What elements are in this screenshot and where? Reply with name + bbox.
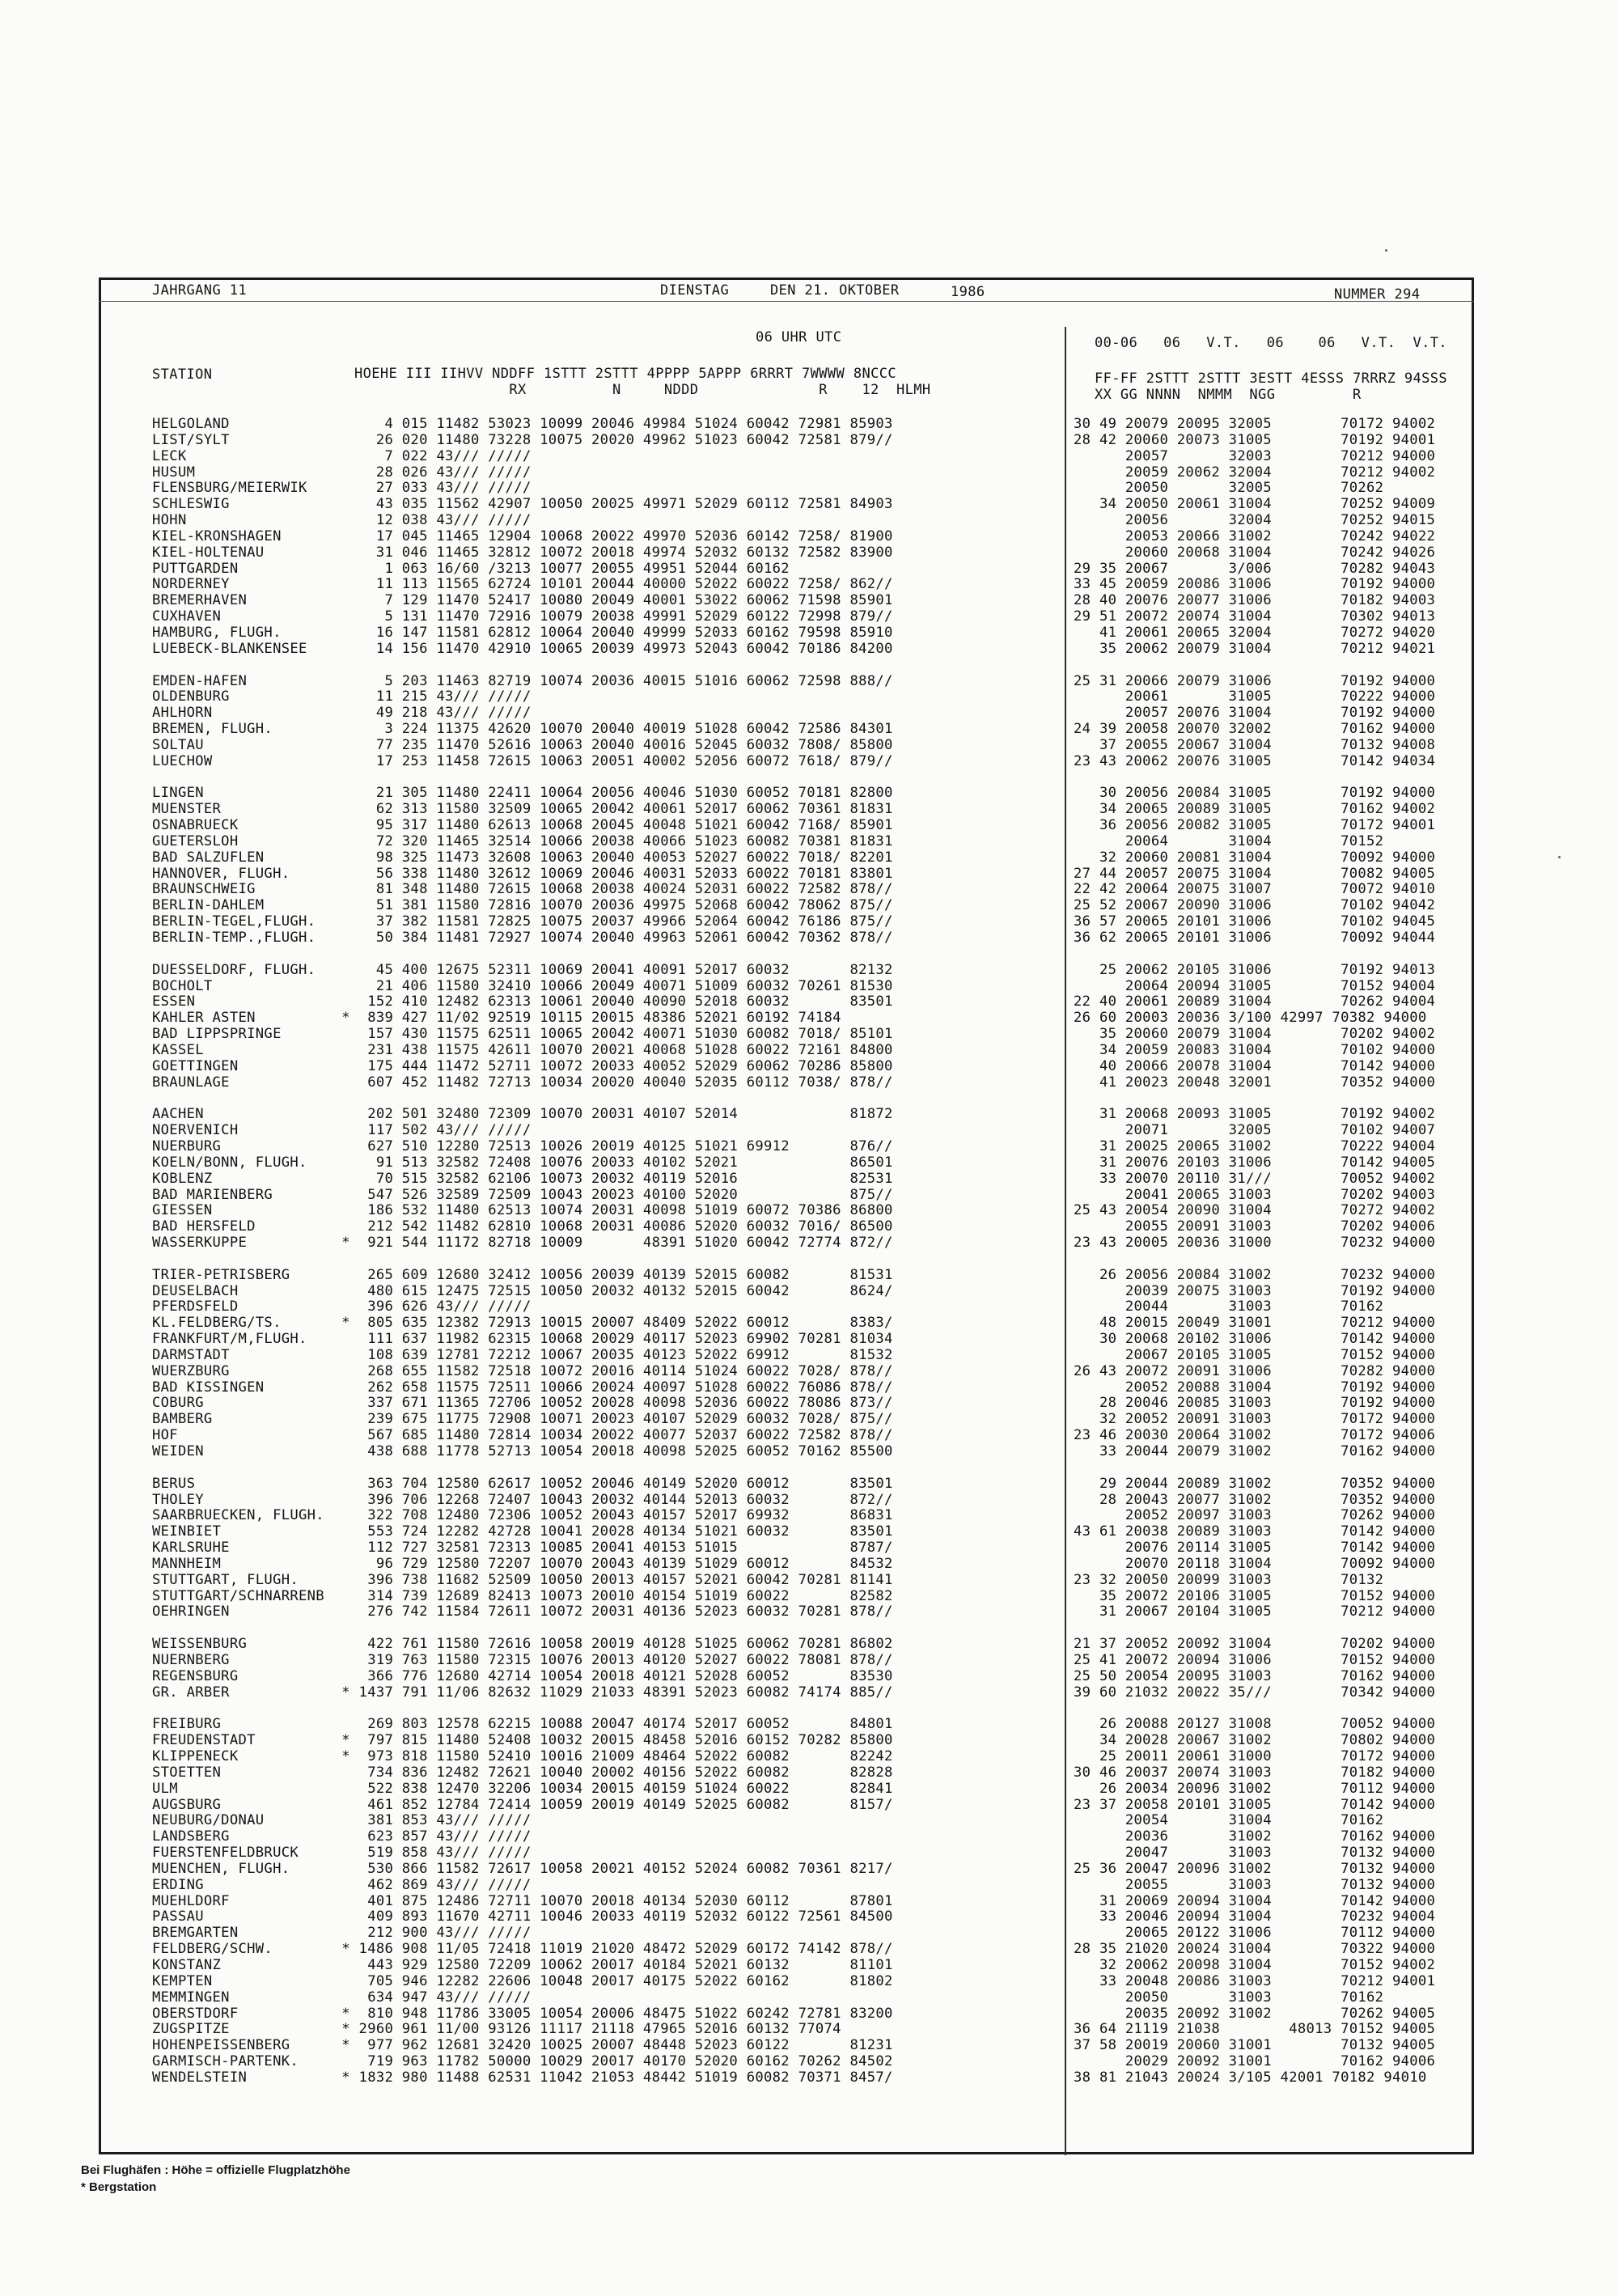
station-row: NEUBURG/DONAU 381 853 43/// ///// — [152, 1812, 532, 1829]
station-row: LUECHOW 17 253 11458 72615 10063 20051 40002 52056 60072 7618/ 879// — [152, 752, 893, 769]
extended-row: 20035 20092 31002 70262 94005 — [1074, 2005, 1436, 2022]
extended-row: 36 64 21119 21038 48013 70152 94005 — [1074, 2021, 1436, 2038]
extended-row: 37 58 20019 20060 31001 70132 94005 — [1074, 2037, 1436, 2054]
extended-row: 20055 31003 70132 94000 — [1074, 1876, 1436, 1893]
extended-row: 23 32 20050 20099 31003 70132 — [1074, 1571, 1384, 1588]
extended-row: 31 20076 20103 31006 70142 94005 — [1074, 1154, 1436, 1171]
extended-row: 29 51 20072 20074 31004 70302 94013 — [1074, 608, 1436, 625]
station-row: GR. ARBER * 1437 791 11/06 82632 11029 21033 48391 52023 60082 74174 885// — [152, 1684, 893, 1701]
extended-row: 20061 31005 70222 94000 — [1074, 688, 1436, 705]
station-row: WUERZBURG 268 655 11582 72518 10072 20016 40114 51024 60022 7028/ 878// — [152, 1362, 893, 1379]
station-row: SAARBRUECKEN, FLUGH. 322 708 12480 72306 10052 20043 40157 52017 69932 86831 — [152, 1507, 893, 1524]
extended-row: 31 20069 20094 31004 70142 94000 — [1074, 1892, 1436, 1909]
group-gap — [152, 1460, 893, 1476]
extended-row: 34 20065 20089 31005 70162 94002 — [1074, 801, 1436, 818]
extended-row: 31 20025 20065 31002 70222 94004 — [1074, 1137, 1436, 1154]
station-row: HOHENPEISSENBERG * 977 962 12681 32420 10025 20007 48448 52023 60122 81231 — [152, 2037, 893, 2054]
footnote-airports: Bei Flughäfen : Höhe = offizielle Flugplatzhöhe — [81, 2163, 350, 2177]
extended-row: 25 52 20067 20090 31006 70102 94042 — [1074, 897, 1436, 914]
extended-row: 31 20068 20093 31005 70192 94002 — [1074, 1106, 1436, 1123]
extended-row: 33 45 20059 20086 31006 70192 94000 — [1074, 576, 1436, 593]
station-row: GIESSEN 186 532 11480 62513 10074 20031 40098 51019 60072 70386 86800 — [152, 1202, 893, 1219]
extended-row: 26 20056 20084 31002 70232 94000 — [1074, 1266, 1436, 1283]
station-row: HUSUM 28 026 43/// ///// — [152, 464, 532, 481]
extended-row: 26 43 20072 20091 31006 70282 94000 — [1074, 1362, 1436, 1379]
extended-row: 26 60 20003 20036 3/100 42997 70382 94000 — [1074, 1010, 1427, 1027]
extended-row: 35 20060 20079 31004 70202 94002 — [1074, 1026, 1436, 1043]
extended-row: 20076 20114 31005 70142 94000 — [1074, 1540, 1436, 1557]
station-row: BOCHOLT 21 406 11580 32410 10066 20049 40071 51009 60032 70261 81530 — [152, 977, 893, 994]
extended-row: 35 20062 20079 31004 70212 94021 — [1074, 640, 1436, 657]
station-row: OEHRINGEN 276 742 11584 72611 10072 20031 40136 52023 60032 70281 878// — [152, 1603, 893, 1620]
station-row: NOERVENICH 117 502 43/// ///// — [152, 1122, 532, 1139]
station-row: GOETTINGEN 175 444 11472 52711 10072 20033 40052 52029 60062 70286 85800 — [152, 1057, 893, 1074]
extended-row: 34 20028 20067 31002 70802 94000 — [1074, 1732, 1436, 1749]
extended-row: 30 20068 20102 31006 70142 94000 — [1074, 1331, 1436, 1348]
scan-speck — [1558, 856, 1561, 858]
station-row: FRANKFURT/M,FLUGH. 111 637 11982 62315 10068 20029 40117 52023 69902 70281 81034 — [152, 1331, 893, 1348]
extended-row: 20057 20076 31004 70192 94000 — [1074, 705, 1436, 722]
extended-row: 36 57 20065 20101 31006 70102 94045 — [1074, 913, 1436, 930]
group-gap — [1074, 1091, 1435, 1107]
observation-time: 06 UHR UTC — [756, 329, 842, 345]
station-row: AUGSBURG 461 852 12784 72414 10059 20019 40149 52025 60082 8157/ — [152, 1796, 893, 1813]
extended-row: 23 46 20030 20064 31002 70172 94006 — [1074, 1427, 1436, 1444]
year-label: 1986 — [951, 284, 985, 300]
station-row: MANNHEIM 96 729 12580 72207 10070 20043 40139 51029 60012 84532 — [152, 1555, 893, 1572]
extended-row: 20050 32005 70262 — [1074, 480, 1384, 497]
extended-row: 28 42 20060 20073 31005 70192 94001 — [1074, 431, 1436, 448]
station-row: REGENSBURG 366 776 12680 42714 10054 20018 40121 52028 60052 83530 — [152, 1667, 893, 1684]
station-row: BREMEN, FLUGH. 3 224 11375 42620 10070 20040 40019 51028 60042 72586 84301 — [152, 721, 893, 738]
extended-row: 26 20088 20127 31008 70052 94000 — [1074, 1716, 1436, 1733]
station-row: THOLEY 396 706 12268 72407 10043 20032 40144 52013 60032 872// — [152, 1491, 893, 1508]
station-row: PUTTGARDEN 1 063 16/60 /3213 10077 20055 49951 52044 60162 — [152, 560, 790, 577]
station-row: BAD SALZUFLEN 98 325 11473 32608 10063 20040 40053 52027 60022 7018/ 82201 — [152, 849, 893, 866]
extended-row: 29 20044 20089 31002 70352 94000 — [1074, 1475, 1436, 1492]
extended-row: 28 20043 20077 31002 70352 94000 — [1074, 1491, 1436, 1508]
station-row: LECK 7 022 43/// ///// — [152, 447, 532, 464]
station-row: FREIBURG 269 803 12578 62215 10088 20047 40174 52017 60052 84801 — [152, 1716, 893, 1733]
extended-row: 37 20055 20067 31004 70132 94008 — [1074, 736, 1436, 753]
right-code-subheader: XX GG NNNN NMMM NGG R — [1095, 387, 1362, 403]
extended-row: 34 20050 20061 31004 70252 94009 — [1074, 496, 1436, 513]
station-row: BRAUNLAGE 607 452 11482 72713 10034 20020 40040 52035 60112 7038/ 878// — [152, 1074, 893, 1091]
station-row: BREMGARTEN 212 900 43/// ///// — [152, 1925, 532, 1942]
station-row: OBERSTDORF * 810 948 11786 33005 10054 20006 48475 51022 60242 72781 83200 — [152, 2005, 893, 2022]
station-row: CUXHAVEN 5 131 11470 72916 10079 20038 49991 52029 60122 72998 879// — [152, 608, 893, 625]
group-gap — [1074, 1252, 1435, 1268]
extended-row: 20044 31003 70162 — [1074, 1298, 1384, 1315]
extended-row: 20052 20088 31004 70192 94000 — [1074, 1379, 1436, 1396]
station-row: HAMBURG, FLUGH. 16 147 11581 62812 10064 20040 49999 52033 60162 79598 85910 — [152, 624, 893, 641]
station-row: FREUDENSTADT * 797 815 11480 52408 10032 20015 48458 52016 60152 70282 85800 — [152, 1732, 893, 1749]
extended-row: 33 20048 20086 31003 70212 94001 — [1074, 1972, 1436, 1989]
station-row: BRAUNSCHWEIG 81 348 11480 72615 10068 20038 40024 52031 60022 72582 878// — [152, 881, 893, 898]
group-gap — [1074, 1701, 1435, 1718]
day-label: DIENSTAG — [660, 282, 730, 299]
station-row: KARLSRUHE 112 727 32581 72313 10085 20041 40153 51015 8787/ — [152, 1540, 893, 1557]
station-row: WEIDEN 438 688 11778 52713 10054 20018 40098 52025 60052 70162 85500 — [152, 1443, 893, 1459]
extended-row: 22 40 20061 20089 31004 70262 94004 — [1074, 993, 1436, 1010]
extended-row: 23 43 20005 20036 31000 70232 94000 — [1074, 1235, 1436, 1252]
group-gap — [152, 1620, 893, 1637]
station-row: KL.FELDBERG/TS. * 805 635 12382 72913 10015 20007 48409 52022 60012 8383/ — [152, 1315, 893, 1332]
station-row: BREMERHAVEN 7 129 11470 52417 10080 20049 40001 53022 60062 71598 85901 — [152, 592, 893, 609]
station-row: WEISSENBURG 422 761 11580 72616 10058 20019 40128 51025 60062 70281 86802 — [152, 1636, 893, 1653]
station-row: AHLHORN 49 218 43/// ///// — [152, 705, 532, 722]
station-row: BAD HERSFELD 212 542 11482 62810 10068 20031 40086 52020 60032 7016/ 86500 — [152, 1218, 893, 1235]
station-row: ZUGSPITZE * 2960 961 11/00 93126 11117 21118 47965 52016 60132 77074 — [152, 2021, 841, 2038]
station-row: DARMSTADT 108 639 12781 72212 10067 20035 40123 52022 69912 81532 — [152, 1346, 893, 1363]
station-row: DUESSELDORF, FLUGH. 45 400 12675 52311 10069 20041 40091 52017 60032 82132 — [152, 961, 893, 978]
station-row: HANNOVER, FLUGH. 56 338 11480 32612 10069 20046 40031 52033 60022 70181 83801 — [152, 865, 893, 882]
station-row: KAHLER ASTEN * 839 427 11/02 92519 10115 20015 48386 52021 60192 74184 — [152, 1010, 841, 1027]
extended-row: 20047 31003 70132 94000 — [1074, 1845, 1436, 1862]
station-row: GARMISCH-PARTENK. 719 963 11782 50000 10029 20017 40170 52020 60162 70262 84502 — [152, 2053, 893, 2070]
extended-row: 30 49 20079 20095 32005 70172 94002 — [1074, 416, 1436, 432]
station-row: KASSEL 231 438 11575 42611 10070 20021 40068 51028 60022 72161 84800 — [152, 1041, 893, 1058]
extended-row: 34 20059 20083 31004 70102 94000 — [1074, 1041, 1436, 1058]
extended-row: 39 60 21032 20022 35/// 70342 94000 — [1074, 1684, 1436, 1701]
station-row: KONSTANZ 443 929 12580 72209 10062 20017 40184 52021 60132 81101 — [152, 1957, 893, 1973]
station-row: BAD MARIENBERG 547 526 32589 72509 10043 20023 40100 52020 875// — [152, 1186, 893, 1203]
group-gap — [1074, 1620, 1435, 1637]
extended-row: 20067 20105 31005 70152 94000 — [1074, 1346, 1436, 1363]
station-row: WENDELSTEIN * 1832 980 11488 62531 11042 21053 48442 51019 60082 70371 8457/ — [152, 2069, 893, 2086]
group-gap — [1074, 658, 1435, 674]
station-row: SCHLESWIG 43 035 11562 42907 10050 20025 49971 52029 60112 72581 84903 — [152, 496, 893, 513]
station-column-header: STATION — [152, 366, 213, 383]
extended-row: 41 20023 20048 32001 70352 94000 — [1074, 1074, 1436, 1091]
station-row: BERLIN-TEMP.,FLUGH. 50 384 11481 72927 10074 20040 49963 52061 60042 70362 878// — [152, 930, 893, 946]
group-gap — [1074, 1460, 1435, 1476]
extended-row: 24 39 20058 20070 32002 70162 94000 — [1074, 721, 1436, 738]
extended-row: 40 20066 20078 31004 70142 94000 — [1074, 1057, 1436, 1074]
station-row: STUTTGART, FLUGH. 396 738 11682 52509 10050 20013 40157 52021 60042 70281 81141 — [152, 1571, 893, 1588]
extended-row: 25 20062 20105 31006 70192 94013 — [1074, 961, 1436, 978]
extended-row: 43 61 20038 20089 31003 70142 94000 — [1074, 1523, 1436, 1540]
station-row: BERLIN-DAHLEM 51 381 11580 72816 10070 20036 49975 52068 60042 78062 875// — [152, 897, 893, 914]
station-row: BAD KISSINGEN 262 658 11575 72511 10066 20024 40097 51028 60022 76086 878// — [152, 1379, 893, 1396]
extended-row: 28 20046 20085 31003 70192 94000 — [1074, 1395, 1436, 1412]
group-gap — [152, 1091, 893, 1107]
extended-row: 20036 31002 70162 94000 — [1074, 1828, 1436, 1845]
group-gap — [152, 1252, 893, 1268]
station-row: BERLIN-TEGEL,FLUGH. 37 382 11581 72825 10075 20037 49966 52064 60042 76186 875// — [152, 913, 893, 930]
station-row: KOBLENZ 70 515 32582 62106 10073 20032 40119 52016 82531 — [152, 1170, 893, 1187]
extended-row: 32 20060 20081 31004 70092 94000 — [1074, 849, 1436, 866]
station-row: NUERNBERG 319 763 11580 72315 10076 20013 40120 52027 60022 78081 878// — [152, 1651, 893, 1668]
station-row: MUEHLDORF 401 875 12486 72711 10070 20018 40134 52030 60112 87801 — [152, 1892, 893, 1909]
station-row: KLIPPENECK * 973 818 11580 52410 10016 21009 48464 52022 60082 82242 — [152, 1748, 893, 1765]
extended-row: 36 20056 20082 31005 70172 94001 — [1074, 817, 1436, 834]
extended-row: 30 46 20037 20074 31003 70182 94000 — [1074, 1764, 1436, 1781]
extended-row: 26 20034 20096 31002 70112 94000 — [1074, 1780, 1436, 1797]
extended-row: 22 42 20064 20075 31007 70072 94010 — [1074, 881, 1436, 898]
extended-row: 33 20044 20079 31002 70162 94000 — [1074, 1443, 1436, 1459]
station-row: PFERDSFELD 396 626 43/// ///// — [152, 1298, 532, 1315]
extended-row: 20060 20068 31004 70242 94026 — [1074, 544, 1436, 561]
station-row: KIEL-KRONSHAGEN 17 045 11465 12904 10068 20022 49970 52036 60142 7258/ 81900 — [152, 527, 893, 544]
station-row: LANDSBERG 623 857 43/// ///// — [152, 1828, 532, 1845]
extended-row: 20054 31004 70162 — [1074, 1812, 1384, 1829]
station-row: STUTTGART/SCHNARRENB 314 739 12689 82413 10073 20010 40154 51019 60022 82582 — [152, 1587, 893, 1604]
station-row: LINGEN 21 305 11480 22411 10064 20056 40046 51030 60052 70181 82800 — [152, 785, 893, 802]
extended-row: 36 62 20065 20101 31006 70092 94044 — [1074, 930, 1436, 946]
station-row: COBURG 337 671 11365 72706 10052 20028 40098 52036 60022 78086 873// — [152, 1395, 893, 1412]
station-row: LUEBECK-BLANKENSEE 14 156 11470 42910 10065 20039 49973 52043 60042 70186 84200 — [152, 640, 893, 657]
station-row: HOHN 12 038 43/// ///// — [152, 512, 532, 529]
volume-label: JAHRGANG 11 — [152, 282, 247, 299]
station-row: DEUSELBACH 480 615 12475 72515 10050 20032 40132 52015 60042 8624/ — [152, 1282, 893, 1299]
extended-row: 25 50 20054 20095 31003 70162 94000 — [1074, 1667, 1436, 1684]
extended-row: 32 20062 20098 31004 70152 94002 — [1074, 1957, 1436, 1973]
extended-row: 29 35 20067 3/006 70282 94043 — [1074, 560, 1436, 577]
scan-speck — [1385, 249, 1387, 252]
extended-row: 48 20015 20049 31001 70212 94000 — [1074, 1315, 1436, 1332]
station-row: HOF 567 685 11480 72814 10034 20022 40077 52037 60022 72582 878// — [152, 1427, 893, 1444]
extended-row: 20057 32003 70212 94000 — [1074, 447, 1436, 464]
extended-row: 41 20061 20065 32004 70272 94020 — [1074, 624, 1436, 641]
extended-row: 23 43 20062 20076 31005 70142 94034 — [1074, 752, 1436, 769]
station-row: WEINBIET 553 724 12282 42728 10041 20028 40134 51021 60032 83501 — [152, 1523, 893, 1540]
main-code-header: HOEHE III IIHVV NDDFF 1STTT 2STTT 4PPPP 5APPP 6RRRT 7WWWW 8NCCC — [354, 366, 896, 382]
column-divider — [1065, 327, 1066, 2155]
group-gap — [152, 770, 893, 786]
footnote-mountain-station: * Bergstation — [81, 2180, 157, 2194]
station-row: ERDING 462 869 43/// ///// — [152, 1876, 532, 1893]
right-code-header: FF-FF 2STTT 2STTT 3ESTT 4ESSS 7RRRZ 94SSS — [1095, 371, 1448, 387]
extended-row: 20055 20091 31003 70202 94006 — [1074, 1218, 1436, 1235]
station-row: HELGOLAND 4 015 11482 53023 10099 20046 49984 51024 60042 72981 85903 — [152, 416, 893, 432]
extended-row: 33 20046 20094 31004 70232 94004 — [1074, 1908, 1436, 1925]
extended-row: 31 20067 20104 31005 70212 94000 — [1074, 1603, 1436, 1620]
extended-row: 32 20052 20091 31003 70172 94000 — [1074, 1411, 1436, 1428]
group-gap — [152, 1701, 893, 1718]
extended-row: 20070 20118 31004 70092 94000 — [1074, 1555, 1436, 1572]
station-row: GUETERSLOH 72 320 11465 32514 10066 20038 40066 51023 60082 70381 81831 — [152, 832, 893, 849]
extended-row: 20059 20062 32004 70212 94002 — [1074, 464, 1436, 481]
extended-row: 20064 20094 31005 70152 94004 — [1074, 977, 1436, 994]
station-row: MUENSTER 62 313 11580 32509 10065 20042 40061 52017 60062 70361 81831 — [152, 801, 893, 818]
extended-row: 25 43 20054 20090 31004 70272 94002 — [1074, 1202, 1436, 1219]
extended-row: 20053 20066 31002 70242 94022 — [1074, 527, 1436, 544]
group-gap — [1074, 947, 1435, 963]
extended-row: 33 20070 20110 31/// 70052 94002 — [1074, 1170, 1436, 1187]
extended-row: 20056 32004 70252 94015 — [1074, 512, 1436, 529]
extended-row: 25 20011 20061 31000 70172 94000 — [1074, 1748, 1436, 1765]
station-row: ESSEN 152 410 12482 62313 10061 20040 40090 52018 60032 83501 — [152, 993, 893, 1010]
station-row: NUERBURG 627 510 12280 72513 10026 20019 40125 51021 69912 876// — [152, 1137, 893, 1154]
station-row: KIEL-HOLTENAU 31 046 11465 32812 10072 20018 49974 52032 60132 72582 83900 — [152, 544, 893, 561]
station-row: ULM 522 838 12470 32206 10034 20015 40159 51024 60022 82841 — [152, 1780, 893, 1797]
extended-row: 20052 20097 31003 70262 94000 — [1074, 1507, 1436, 1524]
station-row: LIST/SYLT 26 020 11480 73228 10075 20020 49962 51023 60042 72581 879// — [152, 431, 893, 448]
extended-row: 30 20056 20084 31005 70192 94000 — [1074, 785, 1436, 802]
extended-row: 20065 20122 31006 70112 94000 — [1074, 1925, 1436, 1942]
station-row: SOLTAU 77 235 11470 52616 10063 20040 40016 52045 60032 7808/ 85800 — [152, 736, 893, 753]
extended-row: 27 44 20057 20075 31004 70082 94005 — [1074, 865, 1436, 882]
extended-row: 20064 31004 70152 — [1074, 832, 1384, 849]
station-observations — [152, 417, 893, 2086]
station-row: FELDBERG/SCHW. * 1486 908 11/05 72418 11019 21020 48472 52029 60172 74142 878// — [152, 1941, 893, 1958]
extended-observations — [1074, 417, 1435, 2086]
extended-row: 25 31 20066 20079 31006 70192 94000 — [1074, 672, 1436, 689]
issue-number: NUMMER 294 — [1334, 286, 1421, 303]
station-row: BAD LIPPSPRINGE 157 430 11575 62511 10065 20042 40071 51030 60082 7018/ 85101 — [152, 1026, 893, 1043]
extended-row: 21 37 20052 20092 31004 70202 94000 — [1074, 1636, 1436, 1653]
group-gap — [152, 658, 893, 674]
extended-row: 25 36 20047 20096 31002 70132 94000 — [1074, 1860, 1436, 1877]
station-row: OLDENBURG 11 215 43/// ///// — [152, 688, 532, 705]
group-gap — [152, 947, 893, 963]
station-row: KOELN/BONN, FLUGH. 91 513 32582 72408 10076 20033 40102 52021 86501 — [152, 1154, 893, 1171]
date-label: DEN 21. OKTOBER — [770, 282, 900, 299]
station-row: BERUS 363 704 12580 62617 10052 20046 40149 52020 60012 83501 — [152, 1475, 893, 1492]
station-row: MUENCHEN, FLUGH. 530 866 11582 72617 10058 20021 40152 52024 60082 70361 8217/ — [152, 1860, 893, 1877]
extended-row: 23 37 20058 20101 31005 70142 94000 — [1074, 1796, 1436, 1813]
extended-row: 28 35 21020 20024 31004 70322 94000 — [1074, 1941, 1436, 1958]
station-row: FLENSBURG/MEIERWIK 27 033 43/// ///// — [152, 480, 532, 497]
extended-row: 35 20072 20106 31005 70152 94000 — [1074, 1587, 1436, 1604]
extended-row: 20029 20092 31001 70162 94006 — [1074, 2053, 1436, 2070]
station-row: BAMBERG 239 675 11775 72908 10071 20023 40107 52029 60032 7028/ 875// — [152, 1411, 893, 1428]
group-gap — [1074, 770, 1435, 786]
station-row: STOETTEN 734 836 12482 72621 10040 20002 40156 52022 60082 82828 — [152, 1764, 893, 1781]
extended-row: 20050 31003 70162 — [1074, 1989, 1384, 2006]
station-row: EMDEN-HAFEN 5 203 11463 82719 10074 20036 40015 51016 60062 72598 888// — [152, 672, 893, 689]
station-row: MEMMINGEN 634 947 43/// ///// — [152, 1989, 532, 2006]
header-rule — [99, 301, 1474, 302]
station-row: AACHEN 202 501 32480 72309 10070 20031 40107 52014 81872 — [152, 1106, 893, 1123]
extended-row: 25 41 20072 20094 31006 70152 94000 — [1074, 1651, 1436, 1668]
station-row: PASSAU 409 893 11670 42711 10046 20033 40119 52032 60122 72561 84500 — [152, 1908, 893, 1925]
extended-row: 38 81 21043 20024 3/105 42001 70182 94010 — [1074, 2069, 1427, 2086]
station-row: KEMPTEN 705 946 12282 22606 10048 20017 40175 52022 60162 81802 — [152, 1972, 893, 1989]
station-row: TRIER-PETRISBERG 265 609 12680 32412 10056 20039 40139 52015 60082 81531 — [152, 1266, 893, 1283]
extended-row: 20071 32005 70102 94007 — [1074, 1122, 1436, 1139]
station-row: NORDERNEY 11 113 11565 62724 10101 20044 40000 52022 60022 7258/ 862// — [152, 576, 893, 593]
station-row: WASSERKUPPE * 921 544 11172 82718 10009 48391 51020 60042 72774 872// — [152, 1235, 893, 1252]
station-row: FUERSTENFELDBRUCK 519 858 43/// ///// — [152, 1845, 532, 1862]
main-code-subheader: RX N NDDD R 12 HLMH — [354, 382, 931, 398]
extended-row: 28 40 20076 20077 31006 70182 94003 — [1074, 592, 1436, 609]
extended-row: 20039 20075 31003 70192 94000 — [1074, 1282, 1436, 1299]
right-section-time-header: 00-06 06 V.T. 06 06 V.T. V.T. — [1095, 335, 1448, 351]
station-row: OSNABRUECK 95 317 11480 62613 10068 20045 40048 51021 60042 7168/ 85901 — [152, 817, 893, 834]
extended-row: 20041 20065 31003 70202 94003 — [1074, 1186, 1436, 1203]
